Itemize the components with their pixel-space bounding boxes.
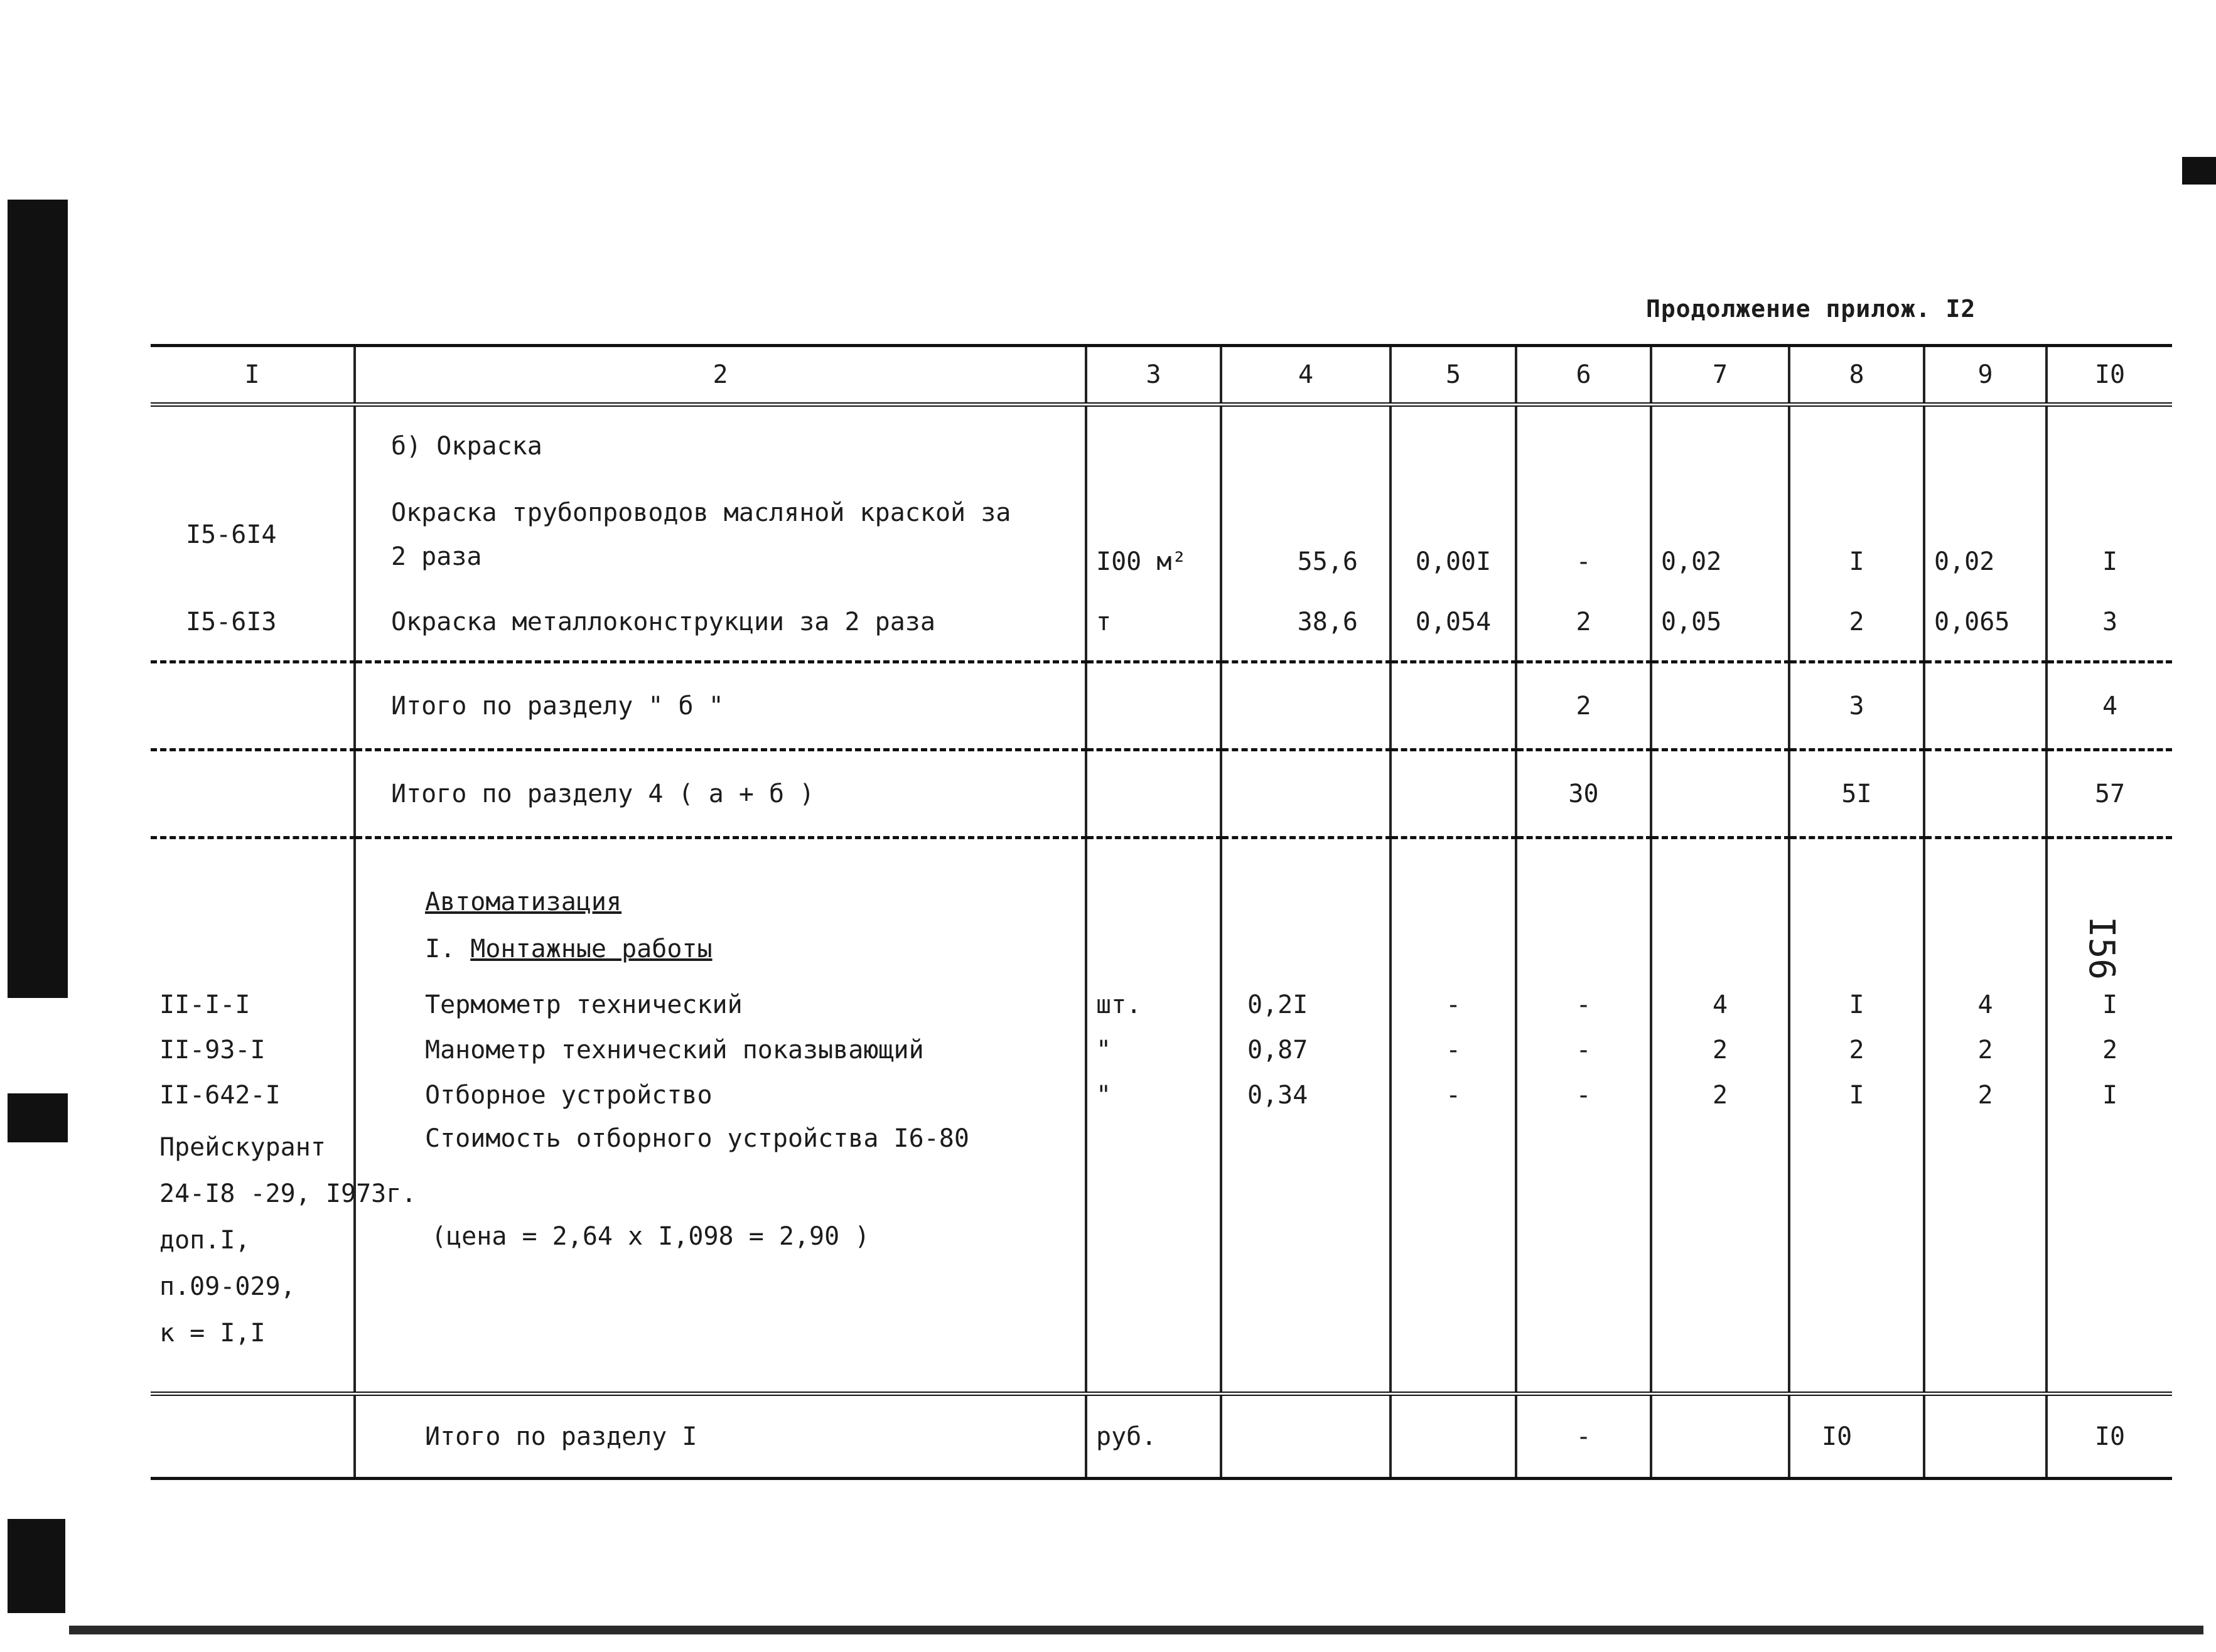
row-value-9: 0,065	[1924, 584, 2047, 662]
column-header: I0	[2047, 346, 2172, 405]
row-value-7: 4	[1651, 982, 1789, 1027]
pricelist-item-name: Стоимость отборного устройства I6-80	[425, 1124, 969, 1153]
automation-title: Автоматизация	[425, 887, 622, 916]
subtotal-value-6: 2	[1516, 662, 1651, 750]
row-value-4: 0,2I	[1221, 982, 1390, 1027]
scan-corner-mark	[2182, 157, 2216, 185]
section-total-label: Итого по разделу I	[355, 1394, 1086, 1479]
document-heading: Продолжение прилож. I2	[1646, 295, 1976, 323]
pricelist-ref-line: п.09-029,	[159, 1272, 296, 1301]
row-value-8: I	[1789, 982, 1924, 1027]
scan-bottom-edge	[69, 1626, 2203, 1634]
column-header: 4	[1221, 346, 1390, 405]
row-code: II-93-I	[151, 1027, 355, 1073]
subtotal-value-10: 4	[2047, 662, 2172, 750]
row-value-6: -	[1516, 982, 1651, 1027]
row-value-9: 2	[1924, 1027, 2047, 1073]
subtotal-value-8: 3	[1789, 662, 1924, 750]
row-value-7: 2	[1651, 1073, 1789, 1118]
section-total-unit: руб.	[1086, 1394, 1221, 1479]
row-value-9: 2	[1924, 1073, 2047, 1118]
subsection-title: Монтажные работы	[470, 935, 713, 963]
pricelist-row	[151, 1118, 2172, 1394]
section-total-value-6: -	[1516, 1394, 1651, 1479]
page-number: I56	[2081, 916, 2122, 980]
row-value-9: 4	[1924, 982, 2047, 1027]
row-unit: шт.	[1086, 982, 1221, 1027]
pricelist-ref-line: к = I,I	[159, 1318, 266, 1348]
column-header: I	[151, 346, 355, 405]
section-total-value-10: 57	[2047, 750, 2172, 838]
row-value-5: -	[1390, 982, 1516, 1027]
row-name: Отборное устройство	[355, 1073, 1086, 1118]
row-code: II-642-I	[151, 1073, 355, 1118]
row-unit: "	[1086, 1073, 1221, 1118]
section-title-row	[151, 838, 2172, 916]
row-value-6: 2	[1516, 584, 1651, 662]
section-total-row	[151, 1394, 2172, 1479]
row-name: Окраска металлоконструкции за 2 раза	[391, 607, 935, 636]
subsection-number: I.	[425, 935, 456, 963]
row-value-4: 0,87	[1221, 1027, 1390, 1073]
row-unit: I00 м²	[1086, 486, 1221, 584]
row-value-10: I	[2047, 982, 2172, 1027]
row-name: Окраска трубопроводов масляной краской за	[391, 498, 1011, 527]
section-title-row	[151, 405, 2172, 486]
row-value-8: I	[1789, 486, 1924, 584]
column-header: 3	[1086, 346, 1221, 405]
row-code: I5-6I3	[151, 584, 355, 662]
subsection-title-row	[151, 916, 2172, 982]
section-total-value-8: I0	[1789, 1394, 1924, 1479]
section-total-value-10: I0	[2047, 1394, 2172, 1479]
section-total-row	[151, 750, 2172, 838]
table-row	[151, 1073, 2172, 1118]
column-header: 6	[1516, 346, 1651, 405]
section-total-label: Итого по разделу 4 ( а + б )	[355, 750, 1086, 838]
row-value-5: 0,054	[1390, 584, 1516, 662]
row-value-10: I	[2047, 486, 2172, 584]
row-value-10: I	[2047, 1073, 2172, 1118]
row-value-7: 0,02	[1651, 486, 1789, 584]
pricelist-ref-line: 24-I8 -29, I973г.	[159, 1179, 417, 1208]
row-code: I5-6I4	[151, 486, 355, 584]
row-unit: "	[1086, 1027, 1221, 1073]
table-row	[151, 584, 2172, 662]
row-value-6: -	[1516, 486, 1651, 584]
column-header-row	[151, 346, 2172, 405]
column-header: 8	[1789, 346, 1924, 405]
section-title: б) Окраска	[391, 432, 542, 461]
subtotal-row	[151, 662, 2172, 750]
row-name-continued: 2 раза	[391, 542, 482, 571]
column-header: 9	[1924, 346, 2047, 405]
column-header: 7	[1651, 346, 1789, 405]
row-value-7: 2	[1651, 1027, 1789, 1073]
table-row	[151, 486, 2172, 584]
pricelist-price-note: (цена = 2,64 х I,098 = 2,90 )	[431, 1221, 870, 1251]
row-unit: т	[1086, 584, 1221, 662]
section-total-value-8: 5I	[1789, 750, 1924, 838]
row-name: Манометр технический показывающий	[355, 1027, 1086, 1073]
row-value-8: I	[1789, 1073, 1924, 1118]
row-value-9: 0,02	[1924, 486, 2047, 584]
row-value-6: -	[1516, 1073, 1651, 1118]
scan-margin-bar-middle	[8, 1093, 68, 1142]
row-value-7: 0,05	[1651, 584, 1789, 662]
row-value-10: 3	[2047, 584, 2172, 662]
row-value-4: 55,6	[1221, 486, 1390, 584]
row-value-5: -	[1390, 1073, 1516, 1118]
row-code: II-I-I	[151, 982, 355, 1027]
row-value-5: -	[1390, 1027, 1516, 1073]
section-total-value-6: 30	[1516, 750, 1651, 838]
scan-margin-bar-top	[8, 200, 68, 998]
column-header: 2	[355, 346, 1086, 405]
row-value-5: 0,00I	[1390, 486, 1516, 584]
row-value-10: 2	[2047, 1027, 2172, 1073]
column-header: 5	[1390, 346, 1516, 405]
row-value-4: 0,34	[1221, 1073, 1390, 1118]
row-name: Термометр технический	[355, 982, 1086, 1027]
table-row	[151, 982, 2172, 1027]
pricelist-ref-line: доп.I,	[159, 1225, 250, 1255]
scan-margin-bar-bottom	[8, 1519, 65, 1613]
row-value-8: 2	[1789, 1027, 1924, 1073]
row-value-8: 2	[1789, 584, 1924, 662]
subtotal-label: Итого по разделу " б "	[355, 662, 1086, 750]
row-value-6: -	[1516, 1027, 1651, 1073]
table-row	[151, 1027, 2172, 1073]
row-value-4: 38,6	[1221, 584, 1390, 662]
pricelist-ref-line: Прейскурант	[159, 1132, 326, 1162]
estimate-table	[151, 344, 2172, 1480]
